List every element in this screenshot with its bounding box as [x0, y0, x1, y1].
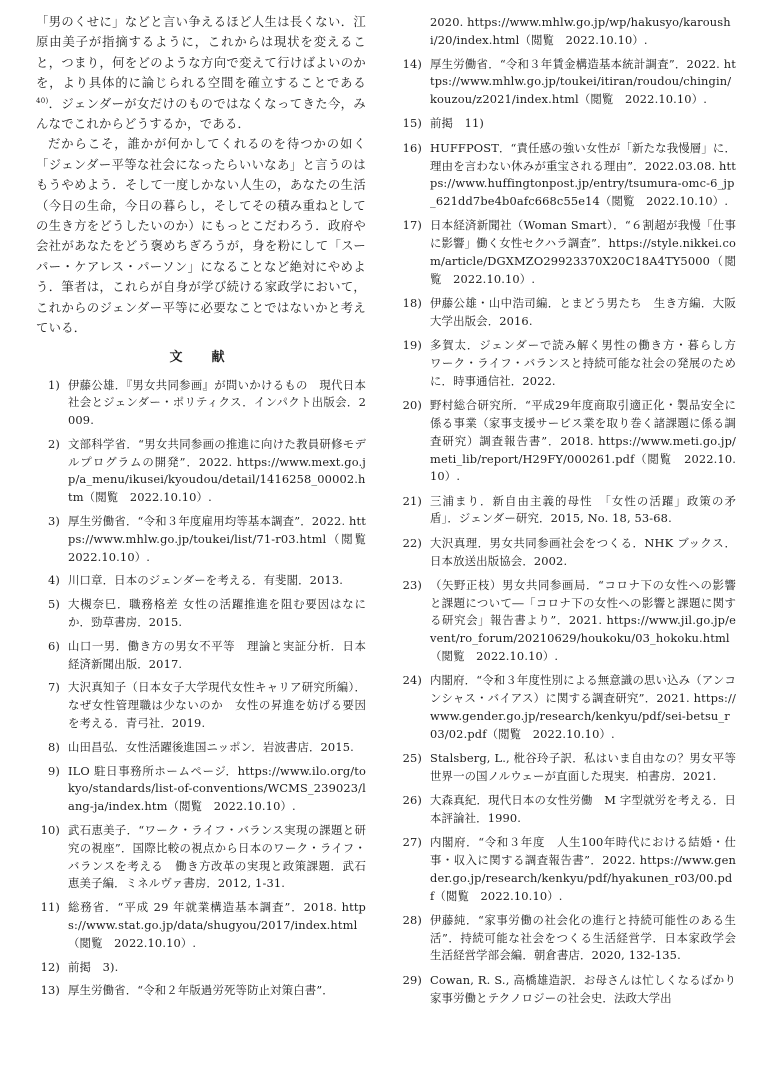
reference-text: 大沢真知子（日本女子大学現代女性キャリア研究所編）．なぜ女性管理職は少ないのか 女性の昇進を妨げる要因を考える．青弓社．2019.	[68, 680, 366, 731]
reference-text: 文部科学省．“男女共同参画の推進に向けた教員研修モデルプログラムの開発”．2022. https://www.mext.go.jp/a_menu/ikusei/kyoudou/detail/1416258_00002.htm（閲覧 2022.10.10）.	[68, 436, 366, 505]
reference-number: 23)	[402, 577, 422, 592]
reference-item	[398, 493, 736, 529]
reference-text: 内閣府．“令和３年度 人生100年時代における結婚・仕事・収入に関する調査報告書”．2022. https://www.gender.go.jp/research/kenkyu/pdf/hyakunen_r03/00.pdf（閲覧 2022.10.10）.	[430, 835, 736, 903]
reference-number: 7)	[48, 680, 60, 695]
body-paragraph: 「男のくせに」などと言い争えるほど人生は長くない．江原由美子が指摘するように，これからは現状を変えること，つまり，何をどのような方向で変えて行けばよいのかを，より具体的に論じられる空間を確立することである$^{40)}$．ジェンダーが女だけのものではなくなってきた今，みんなでこれからどうするか，である．	[36, 15, 366, 132]
reference-text: 厚生労働省．“令和３年度雇用均等基本調査”．2022. https://www.mhlw.go.jp/toukei/list/71-r03.html（閲覧 2022.10.10）.	[68, 514, 378, 564]
reference-number: 24)	[402, 673, 422, 688]
reference-item	[398, 535, 736, 571]
reference-item	[36, 513, 378, 566]
reference-text: 日本経済新聞社（Woman Smart）．“６割超が我慢「仕事に影響」働く女性セクハラ調査”．https://style.nikkei.com/article/DGXMZO29923370X20C18A4TY5000（閲覧 2022.10.10）.	[430, 218, 736, 286]
reference-text: 山田昌弘．女性活躍後進国ニッポン．岩波書店．2015.	[68, 739, 354, 754]
reference-item	[398, 834, 736, 905]
reference-item	[398, 672, 736, 743]
reference-text: 前掲 11)	[430, 116, 485, 131]
reference-item	[398, 792, 736, 828]
reference-item	[36, 739, 366, 757]
reference-item	[398, 295, 736, 331]
reference-item	[36, 638, 366, 674]
reference-number: 16)	[402, 140, 422, 155]
reference-continuation: 2020. https://www.mhlw.go.jp/wp/hakusyo/karoushi/20/index.html（閲覧 2022.10.10）.	[430, 15, 731, 47]
reference-item	[36, 959, 366, 977]
reference-number: 1)	[48, 377, 60, 392]
reference-number: 21)	[402, 493, 422, 508]
reference-number: 5)	[48, 597, 60, 612]
reference-text: Stalsberg, L., 枇谷玲子訳．私はいま自由なの？男女平等世界一の国ノルウェーが直面した現実．柏書房．2021.	[430, 750, 736, 783]
reference-number: 27)	[402, 835, 422, 850]
reference-item	[36, 822, 366, 893]
reference-number: 22)	[402, 535, 422, 550]
reference-text: 伊藤公雄・山中浩司編．とまどう男たち 生き方編．大阪大学出版会．2016.	[430, 296, 736, 328]
reference-item	[36, 572, 366, 590]
reference-item	[36, 377, 366, 430]
reference-item	[398, 912, 736, 965]
reference-number: 8)	[48, 739, 60, 754]
reference-item	[398, 140, 736, 211]
reference-number: 6)	[48, 638, 60, 653]
reference-text: 前掲 3).	[68, 959, 119, 974]
reference-text: 厚生労働省．“令和３年賃金構造基本統計調査”．2022. https://www.mhlw.go.jp/toukei/itiran/roudou/chingin/kouzou/z2021/index.html（閲覧 2022.10.10）.	[430, 56, 736, 107]
reference-text: 大槻奈巳．職務格差 女性の活躍推進を阻む要因はなにか．勁草書房．2015.	[68, 597, 366, 630]
reference-item	[36, 436, 366, 507]
footnote-marker: 40)	[36, 96, 49, 105]
reference-number: 29)	[402, 972, 422, 987]
reference-item	[398, 56, 736, 109]
reference-item	[398, 115, 736, 133]
reference-number: 3)	[48, 514, 60, 529]
reference-item	[398, 750, 736, 786]
reference-number: 20)	[402, 398, 422, 413]
reference-number: 17)	[402, 218, 422, 233]
reference-text: HUFFPOST．“責任感の強い女性が「新たな我慢層」に．理由を言わない休みが重宝される理由”．2022.03.08. https://www.huffingtonpost.jp/entry/tsumura-omc-6_jp_621dd7be4b0afc668c55e14（閲覧 2022.10.10）.	[430, 140, 736, 209]
reference-number: 13)	[40, 983, 60, 998]
reference-item	[398, 337, 748, 390]
reference-text: 山口一男．働き方の男女不平等 理論と実証分析．日本経済新聞出版．2017.	[68, 638, 366, 671]
reference-text: 多賀太．ジェンダーで読み解く男性の働き方・暮らし方 ワーク・ライフ・バランスと持続可能な社会の発展のために．時事通信社．2022.	[430, 338, 748, 388]
reference-text: 厚生労働省．“令和２年版過労死等防止対策白書”．	[68, 983, 334, 998]
references-heading: 文 献	[169, 349, 233, 365]
reference-text: 大沢真理．男女共同参画社会をつくる．NHK ブックス．日本放送出版協会．2002.	[430, 535, 736, 568]
reference-text: 大森真紀．現代日本の女性労働 M 字型就労を考える．日本評論社．1990.	[430, 793, 736, 825]
reference-list-right	[398, 56, 748, 1008]
reference-list-left	[36, 377, 378, 1001]
reference-number: 15)	[402, 116, 422, 131]
reference-number: 12)	[40, 959, 60, 974]
body-paragraph: だからこそ，誰かが何かしてくれるのを待つかの如く「ジェンダー平等な社会になったらいいなあ」と言うのはもうやめよう．そして一度しかない人生の，あなたの生活（今日の生命，今日の暮らし，そしてその積み重ねとしての生き方をどうしたいのか）にもっとこだわろう．政府や会社があなたをどう褒めちぎろうが，身を粉にして「スーパー・ケアレス・パーソン」になることなど絶対にやめよう．筆者は，これらが自身が学び続ける家政学において，これからのジェンダー平等に必要なことではないかと考えている．	[36, 137, 366, 336]
reference-number: 18)	[402, 296, 422, 311]
reference-number: 25)	[402, 750, 422, 765]
reference-text: 伊藤公雄．『男女共同参画』が問いかけるもの 現代日本社会とジェンダー・ポリティクス．インパクト出版会．2009.	[68, 377, 366, 428]
reference-text: 川口章．日本のジェンダーを考える．有斐閣．2013.	[68, 573, 344, 588]
reference-number: 2)	[48, 436, 60, 451]
reference-text: （矢野正枝）男女共同参画局．“コロナ下の女性への影響と課題について―「コロナ下の女性への影響と課題に関する研究会」報告書より”．2021. https://www.jil.go.jp/event/ro_forum/20210629/houkoku/03_hokoku.html（閲覧 2022.10.10）.	[430, 577, 736, 663]
reference-item	[36, 596, 366, 632]
reference-text: Cowan, R. S., 高橋雄造訳．お母さんは忙しくなるばかり 家事労働とテクノロジーの社会史．法政大学出	[430, 972, 748, 1005]
reference-number: 26)	[402, 793, 422, 808]
reference-item	[398, 972, 748, 1008]
right-column	[398, 0, 748, 1014]
reference-number: 11)	[40, 900, 60, 915]
reference-number: 10)	[40, 823, 60, 838]
reference-text: 伊藤純．“家事労働の社会化の進行と持続可能性のある生活”．持続可能な社会をつくる生活経営学．日本家政学会生活経営学部会編．朝倉書店．2020, 132-135.	[430, 912, 736, 963]
reference-number: 14)	[402, 56, 422, 71]
reference-item	[36, 899, 366, 952]
left-column	[36, 0, 378, 1006]
reference-number: 19)	[402, 338, 422, 353]
reference-item	[36, 679, 366, 732]
reference-text: 総務省．“平成 29 年就業構造基本調査”．2018. https://www.stat.go.jp/data/shugyou/2017/index.html（閲覧 2022.10.10）.	[68, 900, 366, 950]
reference-text: 武石恵美子．“ワーク・ライフ・バランス実現の課題と研究の視座”．国際比較の視点から日本のワーク・ライフ・バランスを考える 働き方改革の実現と政策課題．武石恵美子編．ミネルヴァ書房．2012, 1-31.	[68, 823, 366, 891]
reference-text: ILO 駐日事務所ホームページ．https://www.ilo.org/tokyo/standards/list-of-conventions/WCMS_239023/lang-ja/index.htm（閲覧 2022.10.10）.	[68, 763, 366, 814]
reference-text: 三浦まり．新自由主義的母性 「女性の活躍」政策の矛盾」．ジェンダー研究．2015, No. 18, 53-68.	[430, 493, 736, 526]
reference-number: 4)	[48, 573, 60, 588]
reference-text: 野村総合研究所．“平成29年度商取引適正化・製品安全に係る事業（家事支援サービス業を取り巻く諸課題に係る調査研究）調査報告書”．2018. https://www.meti.go.jp/meti_lib/report/H29FY/000261.pdf（閲覧 2022.10.10）.	[430, 398, 736, 484]
reference-number: 9)	[48, 763, 60, 778]
reference-item	[36, 763, 366, 816]
reference-item	[36, 982, 366, 1000]
reference-text: 内閣府．“令和３年度性別による無意識の思い込み（アンコンシャス・バイアス）に関する調査研究”．2021. https://www.gender.go.jp/research/kenkyu/pdf/sei-betsu_r03/02.pdf（閲覧 2022.10.10）.	[430, 673, 736, 741]
reference-item	[398, 217, 736, 288]
reference-number: 28)	[402, 912, 422, 927]
reference-item	[398, 397, 736, 486]
reference-item	[398, 577, 736, 666]
